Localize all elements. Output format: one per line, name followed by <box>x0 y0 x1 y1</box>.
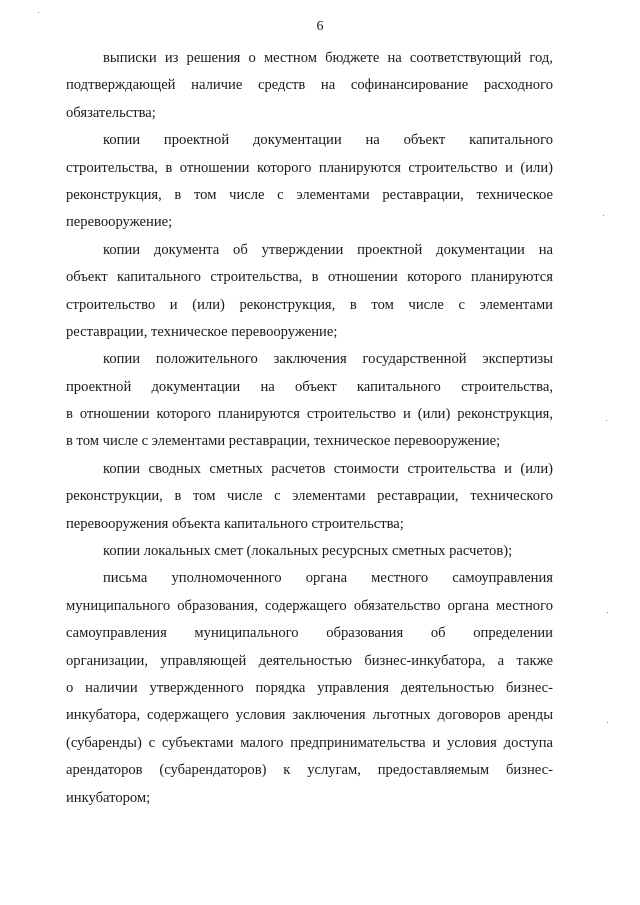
text-line: письма уполномоченного органа местного самоуправления <box>103 570 553 587</box>
text-line: реставрации, техническое перевооружение; <box>66 323 338 340</box>
text-line: обязательства; <box>66 104 156 121</box>
text-line: перевооружения объекта капитального строительства; <box>66 515 404 532</box>
scan-speck <box>603 215 604 216</box>
paragraph-authority-letters <box>66 565 553 812</box>
scan-speck <box>607 612 608 613</box>
text-line: проектной документации на объект капитального строительства, <box>66 378 553 395</box>
text-line: в том числе с элементами реставрации, техническое перевооружение; <box>66 433 501 450</box>
document-body <box>66 45 553 812</box>
text-line: строительство и (или) реконструкция, в том числе с элементами <box>66 296 553 313</box>
text-line: инкубатором; <box>66 789 151 806</box>
scan-speck <box>38 12 39 13</box>
text-line: инкубатора, содержащего условия заключения льготных договоров аренды <box>66 707 553 724</box>
text-line: муниципального образования, содержащего обязательство органа местного <box>66 597 553 614</box>
text-line: реконструкция, в том числе с элементами реставрации, техническое <box>66 186 553 203</box>
scan-speck <box>606 420 607 421</box>
text-line: выписки из решения о местном бюджете на соответствующий год, <box>103 50 553 66</box>
text-line: организации, управляющей деятельностью бизнес-инкубатора, а также <box>66 652 553 669</box>
paragraph-budget-extract <box>66 45 553 127</box>
paragraph-state-expertise <box>66 346 553 456</box>
text-line: строительства, в отношении которого планируются строительство и (или) <box>66 159 553 176</box>
paragraph-summary-estimates <box>66 456 553 538</box>
text-line: о наличии утвержденного порядка управления деятельностью бизнес- <box>66 679 553 696</box>
text-line: копии документа об утверждении проектной документации на <box>103 241 553 258</box>
text-line: перевооружение; <box>66 214 173 231</box>
text-line: копии проектной документации на объект капитального <box>103 132 553 149</box>
text-line: в отношении которого планируются строительство и (или) реконструкция, <box>66 406 553 423</box>
paragraph-approval-document <box>66 237 553 347</box>
text-line: подтверждающей наличие средств на софинансирование расходного <box>66 77 553 94</box>
text-line: копии сводных сметных расчетов стоимости строительства и (или) <box>103 460 553 477</box>
text-line: реконструкции, в том числе с элементами реставрации, технического <box>66 488 553 505</box>
paragraph-local-estimates <box>66 538 553 565</box>
page-number: 6 <box>316 19 324 34</box>
text-line: (субаренды) с субъектами малого предпринимательства и условия доступа <box>66 734 553 751</box>
text-line: копии положительного заключения государственной экспертизы <box>103 351 553 368</box>
text-line: самоуправления муниципального образования об определении <box>66 625 553 642</box>
scan-speck <box>607 722 608 723</box>
text-line: арендаторов (субарендаторов) к услугам, предоставляемым бизнес- <box>66 762 553 779</box>
paragraph-project-documentation <box>66 127 553 237</box>
text-line: копии локальных смет (локальных ресурсных сметных расчетов); <box>103 543 513 560</box>
text-line: объект капитального строительства, в отношении которого планируются <box>66 269 553 286</box>
